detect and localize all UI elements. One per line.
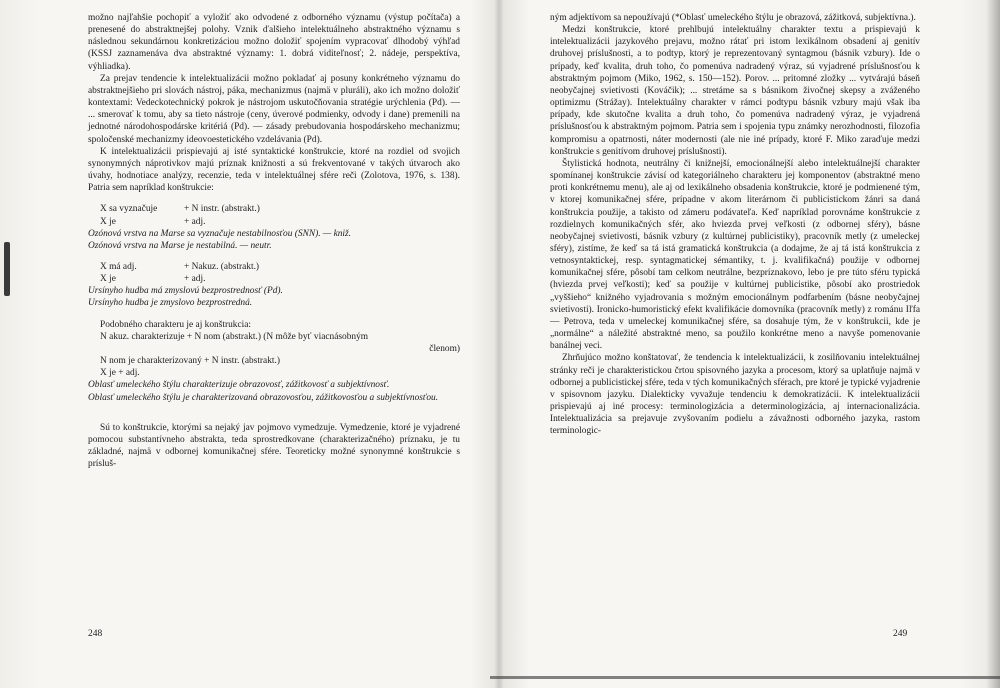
- page-number: 249: [893, 629, 908, 639]
- formula-left: X má adj.: [100, 261, 137, 272]
- book-gutter: [494, 0, 504, 688]
- page-edge-shadow: [986, 0, 1000, 688]
- paragraph: možno najľahšie pochopiť a vyložiť ako odvodené z odborného významu (výstup počítača) a prenesené do abstraktnejšej polohy. Vznik ďalšieho intelektuálneho abstraktného významu s následnou sekundárnou konkretizáciou možno doložiť spojením vypracovať dlhodobý výhľad (KSSJ zaznamenáva dva abstraktné významy: 1. dobrá viditeľnosť; 2. nádeje, perspektíva, výhliadka).: [88, 13, 460, 72]
- margin-mark: [4, 242, 10, 296]
- formula-right: + N instr. (abstrakt.): [184, 204, 260, 215]
- formula-line: X je + adj.: [100, 368, 140, 379]
- example-sentence: Ozónová vrstva na Marse sa vyznačuje nestabilnosťou (SNN). — kniž.: [88, 228, 352, 239]
- formula-right: + adj.: [184, 274, 206, 285]
- example-sentence: Ursínyho hudba má zmyslovú bezprostrednosť (Pd).: [88, 286, 283, 297]
- paragraph: ným adjektívom sa nepoužívajú (*Oblasť umeleckého štýlu je obrazová, zážitková, subjektívna.).: [550, 13, 916, 23]
- page-248: [88, 12, 460, 470]
- formula-line: N nom je charakterizovaný + N instr. (abstrakt.): [100, 356, 280, 367]
- formula-right: + Nakuz. (abstrakt.): [184, 261, 260, 272]
- paragraph: Zhrňujúco možno konštatovať, že tendencia k intelektualizácii, k zosilňovaniu intelektuálnej stránky reči je charakteristickou črtou spisovného jazyka a procesom, ktorý sa uplatňuje najmä v odbornej a publicistickej sfére, teda v tých komunikačných sférach, pre ktoré je typické vyjadrenie v spisovnom jazyku. Dialekticky vyvažuje tendenciu k demokratizácii. K intelektualizácii prispievajú aj iné procesy: terminologizácia a determinologizácia, aj internacionalizácia. Intelektualizácia sa prejavuje zvyšovaním podielu a závažnosti odborného jazyka, rastom terminologic-: [550, 353, 920, 437]
- example-block-1: [100, 203, 460, 227]
- example-sentence: Oblasť umeleckého štýlu charakterizuje obrazovosť, zážitkovosť a subjektívnosť.: [88, 380, 390, 391]
- page-number: 248: [88, 629, 103, 639]
- paragraph: Medzi konštrukcie, ktoré prehlbujú intelektuálny charakter textu a prispievajú k intelektualizácii jazykového prejavu, možno rátať pri istom lexikálnom obsadení aj genitív druhovej príslušnosti, a to podtyp, ktorý je reprezentovaný syntagmou (básnik vzbury). Ide o prípady, keď kvalita, druh toho, čo pomenúva nadradený výraz, sú vyjadrené príslušnosťou k abstraktným pojmom (Miko, 1962, s. 150—152). Porov. ... pritomné zložky ... vytvárajú báseň neobyčajnej svietivosti (Kováčik); ... stretáme sa s básnikom živočnej skepsy a zváženého optimizmu (Strážay). Intelektuálny charakter v rámci podtypu básnik vzbury majú však iba prípady, kde skutočne kvalita a druh toho, čo pomenúva nadradený výraz, je vyjadrená príslušnosťou k abstraktným pojmom. Patria sem i spojenia typu známky nerozhodnosti, filozofia kompromisu a opatrnosti, náter modernosti (ale nie iné prípady, ktoré F. Miko zaraďuje medzi konštrukcie s genitívom druhovej príslušnosti).: [550, 25, 920, 157]
- paragraph: Za prejav tendencie k intelektualizácii možno pokladať aj posuny konkrétneho významu do abstraktnejšieho pri slovách nástroj, páka, mechanizmus (najmä v pluráli), ako ich možno doložiť kontextami: Vedeckotechnický pokrok je nástrojom uskutočňovania stratégie urýchlenia (Pd). — ... smerovať k tomu, aby sa tieto nástroje (ceny, úverové podmienky, odvody i dane) premenili na jednotné národohospodárske kritériá (Pd). — zásady prebudovania hospodárskeho mechanizmu; spoločenské mechanizmy ideovoestetického vzdelávania (Pd).: [88, 73, 460, 145]
- formula-left: X sa vyznačuje: [100, 204, 158, 215]
- example-sentence: Ozónová vrstva na Marse je nestabilná. — neutr.: [88, 240, 272, 251]
- formula-left: X je: [100, 216, 116, 227]
- example-sentence: Oblasť umeleckého štýlu je charakterizovaná obrazovosťou, zážitkovosťou a subjektívnosťou.: [88, 392, 439, 403]
- example-sentence: Ursínyho hudba je zmyslovo bezprostredná.: [88, 298, 253, 309]
- example-block-3: [100, 331, 460, 380]
- formula-line: N akuz. charakterizuje + N nom (abstrakt.) (N môže byť viacnásobným: [100, 331, 369, 342]
- paragraph: Sú to konštrukcie, ktorými sa nejaký jav pojmovo vymedzuje. Vymedzenie, ktoré je vyjadrené pomocou substantívneho abstrakta, teda sprostredkovane (charakterizačného) príznaku, je tu základné, najmä v odbornej komunikačnej sfére. Teoreticky možné synonymné konštrukcie s prísluš-: [88, 422, 460, 470]
- example-block-2: [100, 261, 460, 285]
- scan-edge: [490, 676, 1000, 679]
- formula-left: X je: [100, 274, 116, 285]
- paragraph: Podobného charakteru je aj konštrukcia:: [100, 319, 251, 330]
- formula-line: členom): [429, 343, 460, 354]
- paragraph: Štylistická hodnota, neutrálny či knižnejší, emocionálnejší alebo intelektuálnejší charakter spomínanej konštrukcie závisí od kategoriálneho charakteru jej komponentov (abstraktné meno proti konkrétnemu menu), ale aj od lexikálneho obsadenia konštrukcie, ktoré je podmienené tým, v ktorej komunikačnej sfére, prípadne v akom literárnom či publicistickom žánri sa daná konštrukcia použije, a takisto od zámeru podávateľa. Keď napríklad porovnáme konštrukcie z rozdielnych komunikačných sfér, ako hviezda prvej veľkosti (z odbornej sféry), básne neobyčajnej svietivosti, básnik vzbury (z kultúrnej publicistiky), pracovník metly (z umeleckej sféry), zistíme, že keď sa tá istá gramatická konštrukcia (a dodajme, že aj tá istá konštrukcia z vetnosyntaktickej, resp. syntagmatickej sémantiky, t. j. kvalifikačná) použije v odbornej komunikačnej sfére, pôsobí tam celkom neutrálne, bezpríznakovo, lebo je pre túto sféru typická (hviezda prvej veľkosti); keď sa použije v kultúrnej publicistike, pôsobí ako prostriedok „vyššieho“ knižného vyjadrovania s možným emocionálnym podfarbením (básne neobyčajnej svietivosti). Ironicko-humoristický efekt kvalifikácie domovníka (pracovník metly) z románu Iľfa — Petrova, teda v umeleckej komunikačnej sfére, sa dosahuje tým, že v konštrukcii, kde je „normálne“ a náležité abstraktné meno, sa použilo konkrétne meno a navyše pomenovanie banálnej veci.: [550, 158, 920, 352]
- paragraph: K intelektualizácii prispievajú aj isté syntaktické konštrukcie, ktoré na rozdiel od svojich synonymných náprotivkov majú príznak knižnosti a sú frekventované v takých útvaroch ako úvahy, hodnotiace analýzy, recenzie, teda v intelektuálnej sfére reči (Zolotova, 1976, s. 138). Patria sem napríklad konštrukcie:: [88, 146, 460, 194]
- formula-right: + adj.: [184, 216, 206, 227]
- page-249: [550, 12, 920, 437]
